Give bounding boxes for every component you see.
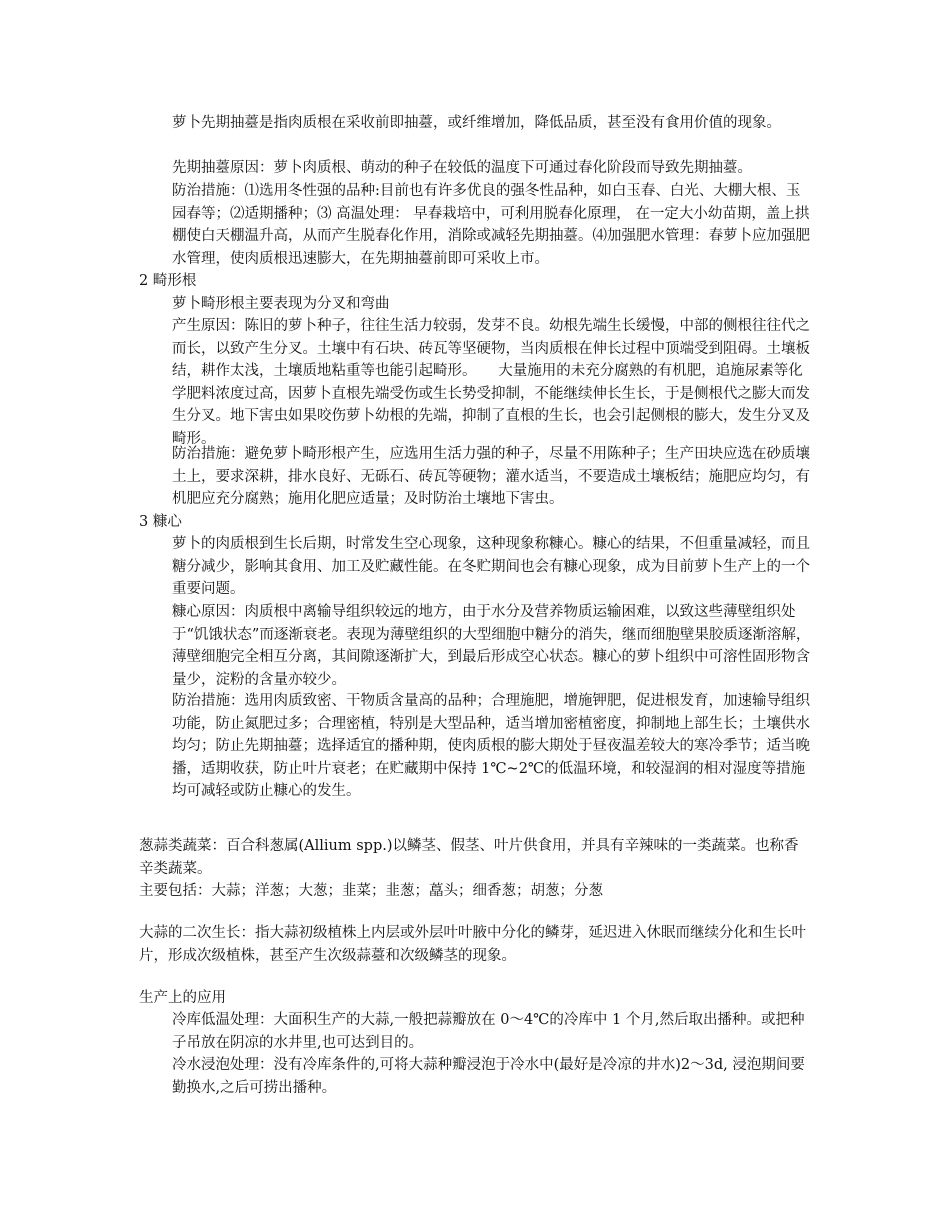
malformed-root-intro: 萝卜畸形根主要表现为分叉和弯曲 [172,296,390,312]
pithiness-heading: 3 糠心 [139,514,182,530]
cold-soak-treatment: 冷水浸泡处理：没有冷库条件的,可将大蒜种瓣浸泡于冷水中(最好是冷凉的井水)2～3d, 浸泡期间要勤换水,之后可捞出播种。 [172,1057,805,1096]
pithiness-prevention: 防治措施：选用肉质致密、干物质含量高的品种；合理施肥，增施钾肥，促进根发育，加速输导组织功能，防止氮肥过多；合理密植，特别是大型品种，适当增加密植密度，抑制地上部生长；土壤供水均匀；防止先期抽薹；选择适宜的播种期，使肉质根的膨大期处于昼夜温差较大的寒冷季节；适当晚播，适期收获，防止叶片衰老；在贮藏期中保持 1℃~2℃的低温环境，和较湿润的相对湿度等措施均可减轻或防止糠心的发生。 [172,693,810,800]
radish-bolting-prevention: 防治措施：⑴选用冬性强的品种:目前也有许多优良的强冬性品种，如白玉春、白光、大棚大根、玉园春等；⑵适期播种；⑶ 高温处理： 早春栽培中，可利用脱春化原理， 在一定大小幼苗期，盖上拱棚使白天棚温升高，从而产生脱春化作用，消除或减轻先期抽薹。⑷加强肥水管理：春萝卜应加强肥水管理，使肉质根迅速膨大，在先期抽薹前即可采收上市。 [172,183,810,267]
production-application-heading: 生产上的应用 [139,990,226,1006]
radish-bolting-cause: 先期抽薹原因：萝卜肉质根、萌动的种子在较低的温度下可通过春化阶段而导致先期抽薹。 [172,160,752,176]
radish-bolting-definition: 萝卜先期抽薹是指肉质根在采收前即抽薹，或纤维增加，降低品质，甚至没有食用价值的现象。 [172,115,781,131]
pithiness-intro: 萝卜的肉质根到生长后期，时常发生空心现象，这种现象称糠心。糠心的结果，不但重量减轻，而且糖分减少，影响其食用、加工及贮藏性能。在冬贮期间也会有糠心现象，成为目前萝卜生产上的一个重要问题。 [172,536,810,598]
alliums-definition: 葱蒜类蔬菜：百合科葱属(Allium spp.)以鳞茎、假茎、叶片供食用，并具有辛辣味的一类蔬菜。也称香辛类蔬菜。 [139,838,799,877]
malformed-root-prevention: 防治措施：避免萝卜畸形根产生，应选用生活力强的种子，尽量不用陈种子；生产田块应选在砂质壤土上，要求深耕，排水良好、无砾石、砖瓦等硬物；灌水适当，不要造成土壤板结；施肥应均匀，有机肥应充分腐熟；施用化肥应适量；及时防治土壤地下害虫。 [172,446,810,508]
pithiness-cause: 糠心原因：肉质根中离输导组织较远的地方，由于水分及营养物质运输困难，以致这些薄壁组织处于“饥饿状态”而逐渐衰老。表现为薄壁组织的大型细胞中糖分的消失，继而细胞壁果胶质逐渐溶解，薄壁细胞完全相互分离，其间隙逐渐扩大，到最后形成空心状态。糠心的萝卜组织中可溶性固形物含量少，淀粉的含量亦较少。 [172,604,811,688]
garlic-secondary-growth-definition: 大蒜的二次生长：指大蒜初级植株上内层或外层叶叶腋中分化的鳞芽，延迟进入休眠而继续分化和生长叶片，形成次级植株，甚至产生次级蒜薹和次级鳞茎的现象。 [139,925,806,964]
alliums-includes: 主要包括：大蒜；洋葱；大葱；韭菜；韭葱；藠头；细香葱；胡葱；分葱 [139,883,603,899]
malformed-root-cause: 产生原因：陈旧的萝卜种子，往往生活力较弱，发芽不良。幼根先端生长缓慢，中部的侧根往往代之而长，以致产生分叉。土壤中有石块、砖瓦等坚硬物，当肉质根在伸长过程中顶端受到阻碍。土壤板结，耕作太浅，土壤质地粘重等也能引起畸形。 大量施用的未充分腐熟的有机肥，追施尿素等化学肥料浓度过高，因萝卜直根先端受伤或生长势受抑制，不能继续伸长生长，于是侧根代之膨大而发生分叉。地下害虫如果咬伤萝卜幼根的先端，抑制了直根的生长，也会引起侧根的膨大，发生分叉及畸形。 [172,318,810,447]
cold-storage-treatment: 冷库低温处理：大面积生产的大蒜,一般把蒜瓣放在 0～4℃的冷库中 1 个月,然后取出播种。或把种子吊放在阴凉的水井里,也可达到目的。 [172,1012,805,1051]
malformed-root-heading: 2 畸形根 [139,273,197,289]
